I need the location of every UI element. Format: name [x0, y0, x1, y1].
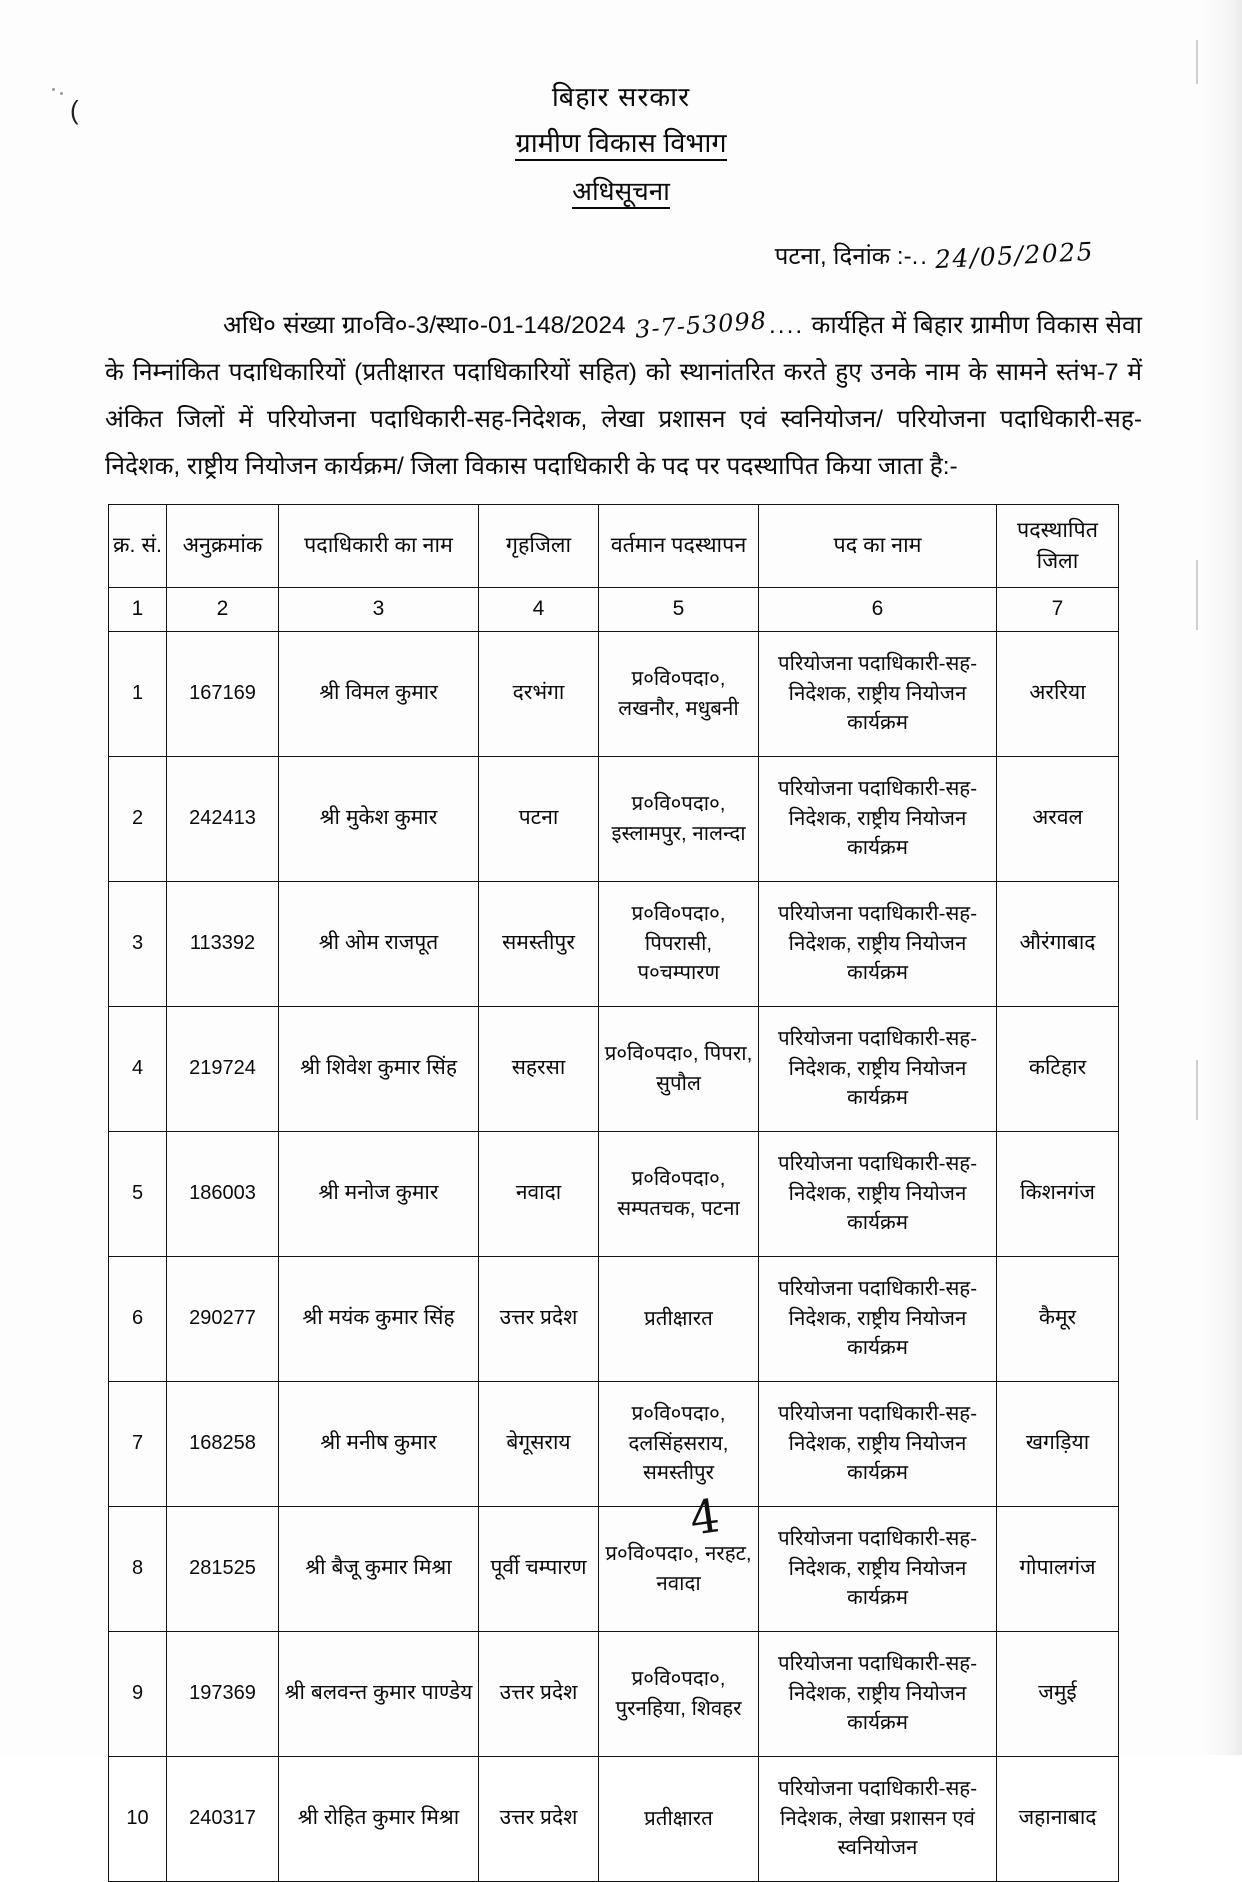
cell-current-posting: प्र०वि०पदा०, पिपरा, सुपौल — [599, 1006, 759, 1131]
cell-posted-district: कैमूर — [997, 1256, 1119, 1381]
table-header — [109, 504, 1119, 631]
header-anukramank: अनुक्रमांक — [167, 504, 279, 587]
handwritten-corner-mark: ( — [70, 95, 79, 125]
table-row — [109, 1381, 1119, 1506]
table-row — [109, 1006, 1119, 1131]
cell-anukramank: 240317 — [167, 1756, 279, 1881]
column-number-5: 5 — [599, 588, 759, 631]
cell-serial-number: 2 — [109, 756, 167, 881]
header-serial-number: क्र. सं. — [109, 504, 167, 587]
cell-serial-number: 6 — [109, 1256, 167, 1381]
notification-title — [0, 172, 1242, 211]
table-row — [109, 1631, 1119, 1756]
body-line-2: ग्रामीण विकास सेवा के निम्नांकित पदाधिकारियों (प्रतीक्षारत पदाधिकारियों सहित) को स्थानांतरित — [105, 311, 1143, 386]
column-number-3: 3 — [279, 588, 479, 631]
cell-current-posting: प्र०वि०पदा०, पुरनहिया, शिवहर — [599, 1631, 759, 1756]
place-and-date-line — [0, 236, 1242, 274]
cell-anukramank: 168258 — [167, 1381, 279, 1506]
cell-post-name: परियोजना पदाधिकारी-सह-निदेशक, राष्ट्रीय नियोजन कार्यक्रम — [759, 1381, 997, 1506]
cell-posted-district: किशनगंज — [997, 1131, 1119, 1256]
cell-post-name: परियोजना पदाधिकारी-सह-निदेशक, राष्ट्रीय नियोजन कार्यक्रम — [759, 1256, 997, 1381]
table-row — [109, 1756, 1119, 1881]
cell-serial-number: 4 — [109, 1006, 167, 1131]
handwritten-date: 24/05/2025 — [934, 236, 1095, 274]
scan-tick-mark — [1196, 40, 1198, 84]
table-row — [109, 1506, 1119, 1631]
table-row — [109, 631, 1119, 756]
column-number-1: 1 — [109, 588, 167, 631]
cell-home-district: पूर्वी चम्पारण — [479, 1506, 599, 1631]
table-row — [109, 756, 1119, 881]
cell-serial-number: 9 — [109, 1631, 167, 1756]
cell-post-name: परियोजना पदाधिकारी-सह-निदेशक, राष्ट्रीय नियोजन कार्यक्रम — [759, 1006, 997, 1131]
cell-anukramank: 219724 — [167, 1006, 279, 1131]
cell-posted-district: औरंगाबाद — [997, 881, 1119, 1006]
header-current-posting: वर्तमान पदस्थापन — [599, 504, 759, 587]
cell-current-posting: प्र०वि०पदा०, नरहट, नवादा — [599, 1506, 759, 1631]
header-officer-name: पदाधिकारी का नाम — [279, 504, 479, 587]
cell-anukramank: 242413 — [167, 756, 279, 881]
cell-post-name: परियोजना पदाधिकारी-सह-निदेशक, राष्ट्रीय नियोजन कार्यक्रम — [759, 1131, 997, 1256]
column-number-2: 2 — [167, 588, 279, 631]
scan-speck — [60, 92, 63, 95]
cell-current-posting: प्र०वि०पदा०, सम्पतचक, पटना — [599, 1131, 759, 1256]
cell-posted-district: जमुई — [997, 1631, 1119, 1756]
cell-serial-number: 7 — [109, 1381, 167, 1506]
cell-post-name: परियोजना पदाधिकारी-सह-निदेशक, लेखा प्रशासन एवं स्वनियोजन — [759, 1756, 997, 1881]
cell-home-district: उत्तर प्रदेश — [479, 1256, 599, 1381]
cell-serial-number: 10 — [109, 1756, 167, 1881]
column-number-7: 7 — [997, 588, 1119, 631]
notification-title-text: अधिसूचना — [572, 176, 670, 209]
cell-post-name: परियोजना पदाधिकारी-सह-निदेशक, राष्ट्रीय नियोजन कार्यक्रम — [759, 756, 997, 881]
body-line-3: करते हुए उनके नाम के सामने स्तंभ-7 में अंकित जिलों में परियोजना पदाधिकारी-सह-निदेशक, — [105, 358, 1142, 433]
document-header — [0, 0, 1242, 211]
cell-officer-name: श्री बैजू कुमार मिश्रा — [279, 1506, 479, 1631]
table-body — [109, 631, 1119, 1881]
notification-number: अधि० संख्या ग्रा०वि०-3/स्था०-01-148/2024 — [223, 311, 626, 339]
cell-post-name: परियोजना पदाधिकारी-सह-निदेशक, राष्ट्रीय नियोजन कार्यक्रम — [759, 631, 997, 756]
table-row — [109, 881, 1119, 1006]
body-line-5: जिला विकास पदाधिकारी के पद पर पदस्थापित किया जाता है:- — [410, 452, 958, 480]
cell-post-name: परियोजना पदाधिकारी-सह-निदेशक, राष्ट्रीय नियोजन कार्यक्रम — [759, 1506, 997, 1631]
cell-officer-name: श्री ओम राजपूत — [279, 881, 479, 1006]
cell-serial-number: 8 — [109, 1506, 167, 1631]
cell-current-posting: प्रतीक्षारत — [599, 1256, 759, 1381]
cell-home-district: नवादा — [479, 1131, 599, 1256]
cell-anukramank: 197369 — [167, 1631, 279, 1756]
cell-home-district: सहरसा — [479, 1006, 599, 1131]
cell-posted-district: जहानाबाद — [997, 1756, 1119, 1881]
cell-home-district: उत्तर प्रदेश — [479, 1756, 599, 1881]
cell-officer-name: श्री मुकेश कुमार — [279, 756, 479, 881]
body-line-4: लेखा प्रशासन एवं स्वनियोजन/ परियोजना पदाधिकारी-सह-निदेशक, राष्ट्रीय नियोजन कार्यक्रम/ — [105, 405, 1142, 480]
government-title: बिहार सरकार — [551, 82, 691, 112]
cell-home-district: बेगूसराय — [479, 1381, 599, 1506]
cell-posted-district: अरवल — [997, 756, 1119, 881]
cell-officer-name: श्री मनोज कुमार — [279, 1131, 479, 1256]
table-row — [109, 1256, 1119, 1381]
cell-officer-name: श्री मयंक कुमार सिंह — [279, 1256, 479, 1381]
scan-tick-mark — [1196, 560, 1198, 630]
cell-serial-number: 1 — [109, 631, 167, 756]
cell-post-name: परियोजना पदाधिकारी-सह-निदेशक, राष्ट्रीय नियोजन कार्यक्रम — [759, 881, 997, 1006]
cell-home-district: समस्तीपुर — [479, 881, 599, 1006]
notification-number-suffix: कार्यहित में बिहार — [811, 311, 964, 339]
cell-posted-district: अररिया — [997, 631, 1119, 756]
handwritten-pen-mark: 4 — [686, 1488, 723, 1546]
transfer-posting-table — [108, 504, 1119, 1882]
handwritten-dispatch-number: 3-7-53098 — [634, 306, 768, 344]
cell-current-posting: प्र०वि०पदा०, लखनौर, मधुबनी — [599, 631, 759, 756]
cell-officer-name: श्री मनीष कुमार — [279, 1381, 479, 1506]
cell-current-posting: प्र०वि०पदा०, इस्लामपुर, नालन्दा — [599, 756, 759, 881]
cell-officer-name: श्री शिवेश कुमार सिंह — [279, 1006, 479, 1131]
notification-body — [105, 302, 1142, 490]
department-title-text: ग्रामीण विकास विभाग — [515, 128, 726, 161]
cell-posted-district: कटिहार — [997, 1006, 1119, 1131]
cell-anukramank: 186003 — [167, 1131, 279, 1256]
cell-home-district: उत्तर प्रदेश — [479, 1631, 599, 1756]
table-header-row — [109, 504, 1119, 587]
column-number-6: 6 — [759, 588, 997, 631]
table-column-number-row — [109, 588, 1119, 631]
cell-officer-name: श्री विमल कुमार — [279, 631, 479, 756]
header-posted-district: पदस्थापित जिला — [997, 504, 1119, 587]
cell-officer-name: श्री रोहित कुमार मिश्रा — [279, 1756, 479, 1881]
date-dots: .. — [911, 242, 929, 270]
cell-home-district: दरभंगा — [479, 631, 599, 756]
cell-anukramank: 281525 — [167, 1506, 279, 1631]
cell-anukramank: 167169 — [167, 631, 279, 756]
column-number-4: 4 — [479, 588, 599, 631]
header-post-name: पद का नाम — [759, 504, 997, 587]
place-date-label: पटना, दिनांक :- — [774, 242, 912, 270]
scan-tick-mark — [1196, 1060, 1198, 1120]
cell-current-posting: प्र०वि०पदा०, दलसिंहसराय, समस्तीपुर — [599, 1381, 759, 1506]
header-home-district: गृहजिला — [479, 504, 599, 587]
cell-posted-district: खगड़िया — [997, 1381, 1119, 1506]
cell-anukramank: 113392 — [167, 881, 279, 1006]
table-row — [109, 1131, 1119, 1256]
cell-post-name: परियोजना पदाधिकारी-सह-निदेशक, राष्ट्रीय नियोजन कार्यक्रम — [759, 1631, 997, 1756]
cell-anukramank: 290277 — [167, 1256, 279, 1381]
scan-speck — [52, 88, 55, 91]
number-dots: .... — [768, 311, 805, 339]
cell-serial-number: 3 — [109, 881, 167, 1006]
cell-current-posting: प्र०वि०पदा०, पिपरासी, प०चम्पारण — [599, 881, 759, 1006]
cell-officer-name: श्री बलवन्त कुमार पाण्डेय — [279, 1631, 479, 1756]
cell-home-district: पटना — [479, 756, 599, 881]
cell-posted-district: गोपालगंज — [997, 1506, 1119, 1631]
cell-serial-number: 5 — [109, 1131, 167, 1256]
department-title — [0, 123, 1242, 164]
cell-current-posting: प्रतीक्षारत — [599, 1756, 759, 1881]
